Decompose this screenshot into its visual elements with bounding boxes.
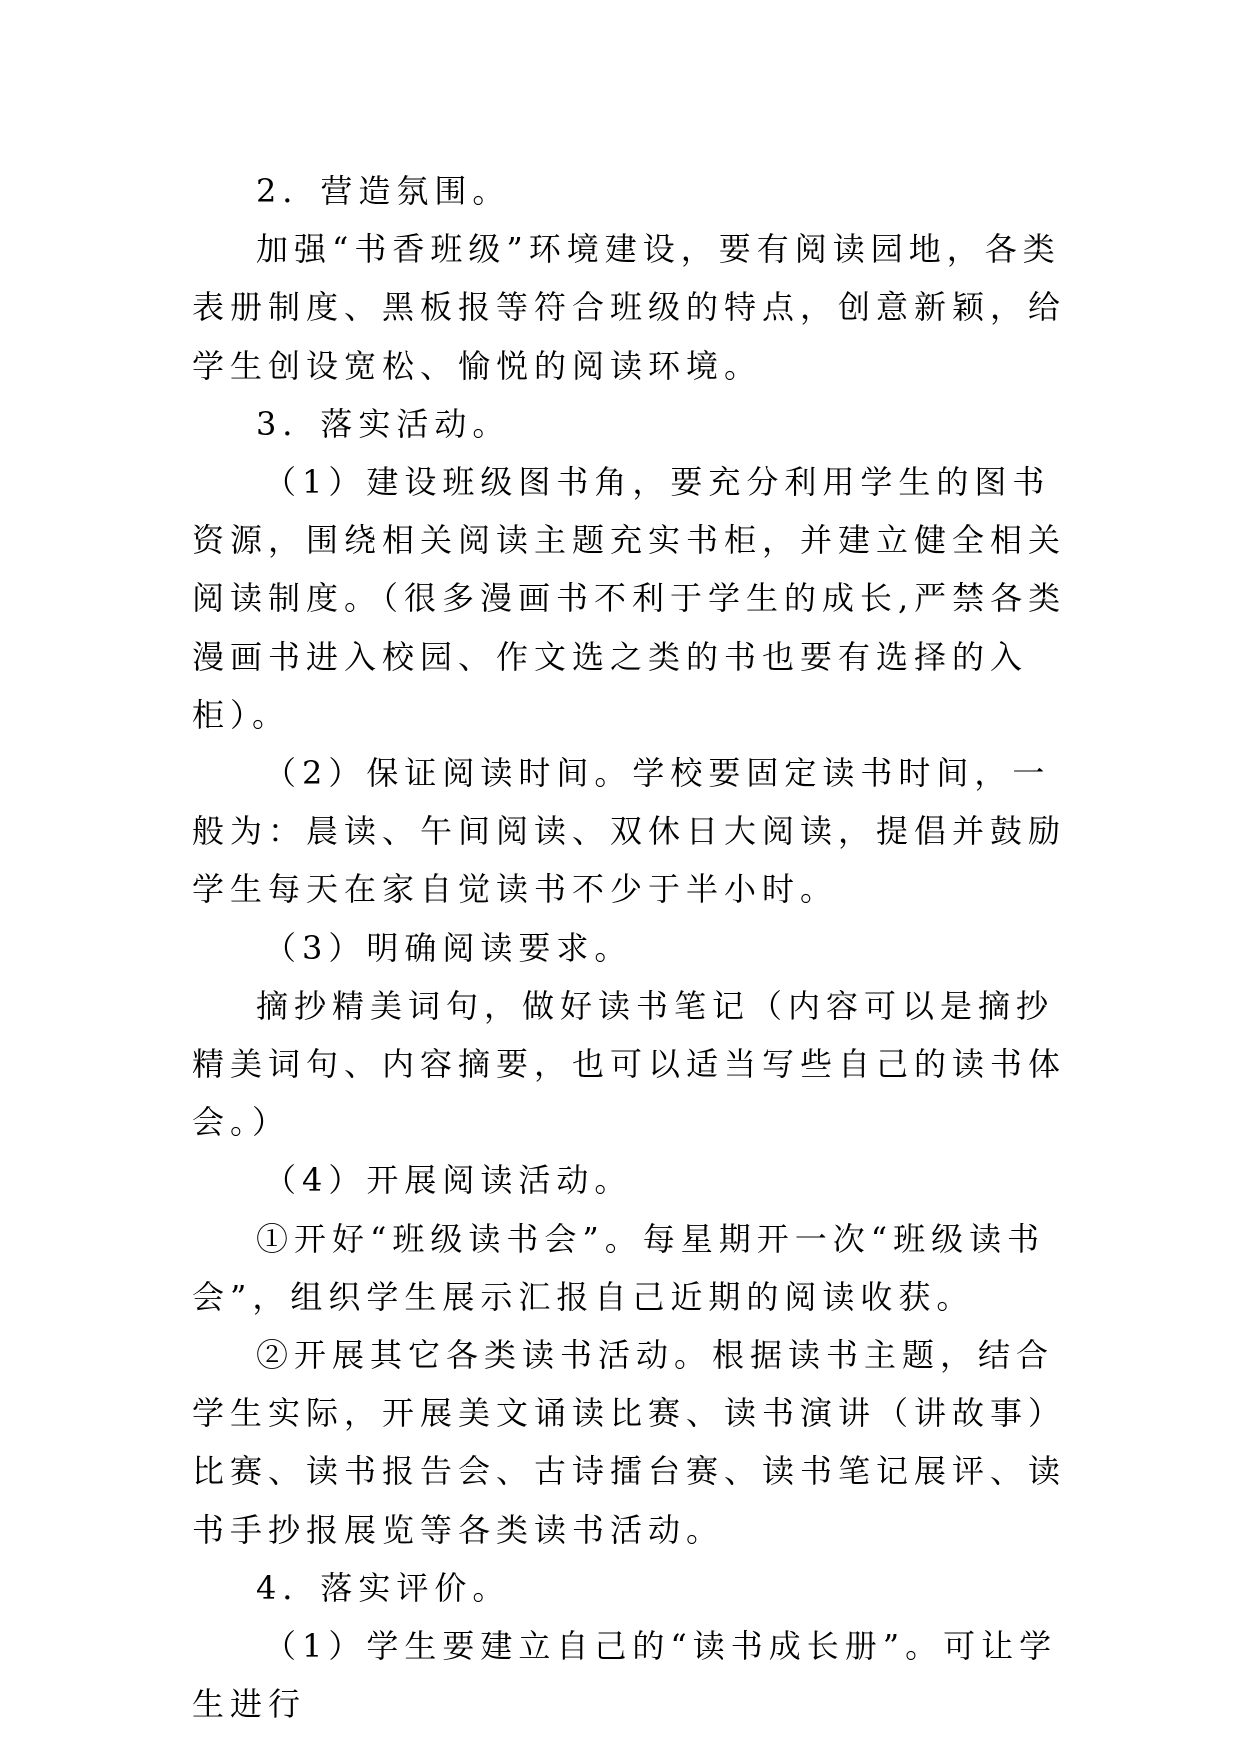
paragraph-reading-time: （2）保证阅读时间。学校要固定读书时间，一般为：晨读、午间阅读、双休日大阅读，提倡并鼓励学生每天在家自觉读书不少于半小时。 [192,754,1067,909]
section-heading-activities: 3．落实活动。 [256,404,511,443]
document-body [192,162,1072,1733]
paragraph-reading-requirements-heading: （3）明确阅读要求。 [264,928,633,967]
section-heading-evaluation: 4．落实评价。 [256,1568,511,1607]
paragraph-book-corner: （1）建设班级图书角，要充分利用学生的图书资源，围绕相关阅读主题充实书柜，并建立健全相关阅读制度。（很多漫画书不利于学生的成长,严禁各类漫画书进入校园、作文选之类的书也要有选择的入柜）。 [192,463,1067,734]
paragraph-reading-activities-heading: （4）开展阅读活动。 [264,1161,633,1200]
paragraph-growth-record: （1）学生要建立自己的“读书成长册”。可让学生进行 [192,1627,1058,1724]
paragraph-reading-requirements: 摘抄精美词句，做好读书笔记（内容可以是摘抄精美词句、内容摘要，也可以适当写些自己的读书体会。） [192,986,1067,1142]
paragraph-other-activities: ②开展其它各类读书活动。根据读书主题，结合学生实际，开展美文诵读比赛、读书演讲（讲故事）比赛、读书报告会、古诗擂台赛、读书笔记展评、读书手抄报展览等各类读书活动。 [192,1336,1067,1549]
section-heading-atmosphere: 2．营造氛围。 [256,172,511,210]
paragraph-class-reading-club: ①开好“班级读书会”。每星期开一次“班级读书会”，组织学生展示汇报自己近期的阅读收获。 [192,1219,1046,1316]
paragraph-atmosphere: 加强“书香班级”环境建设，要有阅读园地，各类表册制度、黑板报等符合班级的特点，创意新颖，给学生创设宽松、愉悦的阅读环境。 [192,230,1067,385]
